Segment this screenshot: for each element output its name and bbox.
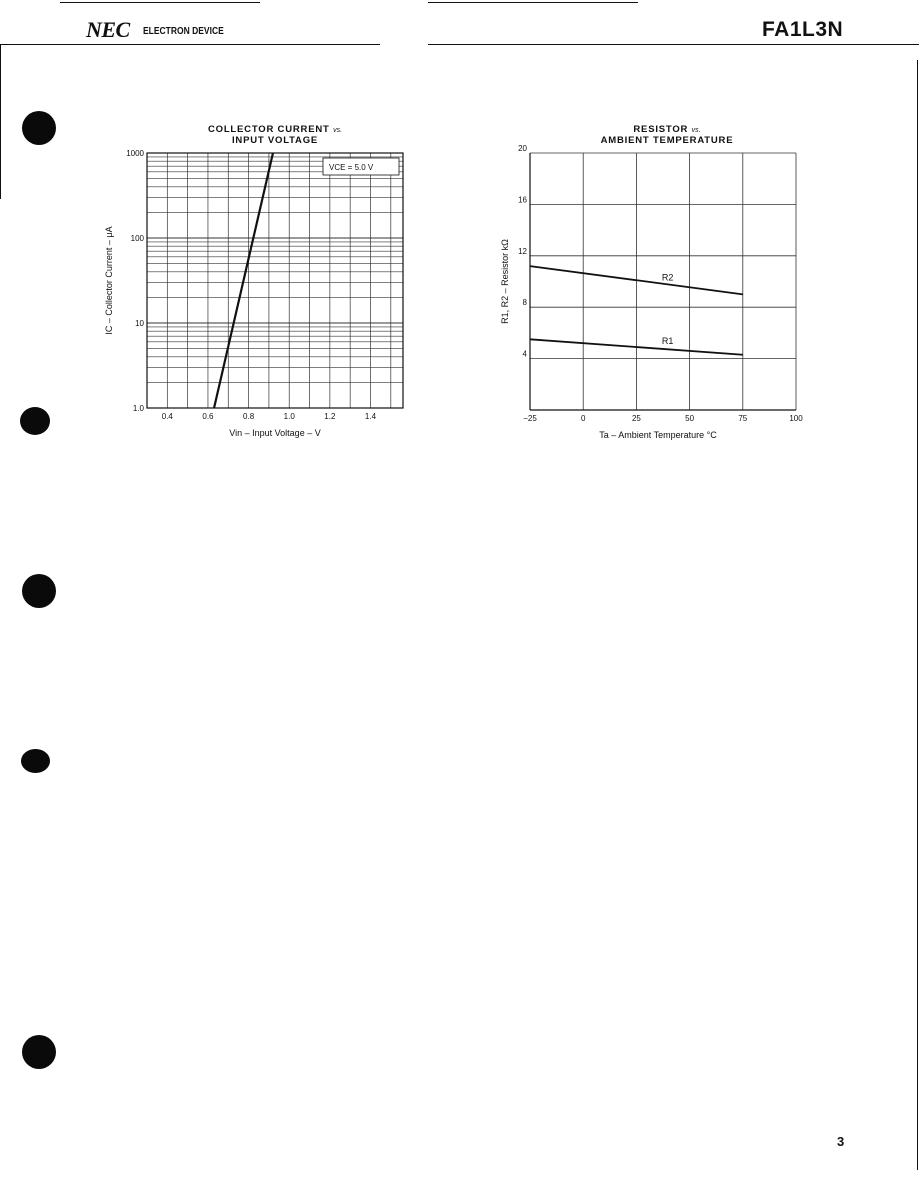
part-number: FA1L3N: [762, 18, 844, 41]
chart1-y-tick-label: 100: [130, 234, 144, 243]
chart1-x-tick-label: 1.2: [324, 412, 336, 421]
brand-subtitle: ELECTRON DEVICE: [143, 26, 224, 37]
nec-logo: NEC: [86, 17, 130, 42]
header-rule-top: [428, 2, 638, 3]
header-rule-top-left: [60, 2, 260, 3]
punch-hole-3: [22, 574, 56, 608]
chart1-series-line: [214, 153, 273, 408]
chart1-x-tick-label: 0.8: [243, 412, 255, 421]
chart2-x-tick-label: 50: [685, 414, 695, 423]
chart1-series: [214, 153, 273, 408]
chart1-x-tick-label: 1.4: [364, 412, 377, 421]
punch-hole-5: [22, 1035, 56, 1069]
chart1-title-line2: INPUT VOLTAGE: [231, 135, 319, 146]
chart1-grid: [147, 153, 403, 408]
chart1-x-axis-label: Vin – Input Voltage – V: [229, 428, 321, 438]
chart1-title-vs: vs.: [333, 127, 343, 134]
chart2-y-axis-label: R1, R2 – Resistor kΩ: [500, 239, 510, 324]
page-number: 3: [837, 1134, 845, 1149]
chart1-title: [180, 125, 370, 146]
collector-current-chart: [100, 145, 420, 450]
chart1-y-axis-label: IC – Collector Current – μA: [104, 226, 114, 335]
chart2-x-tick-label: −25: [523, 414, 537, 423]
chart2-y-tick-label: 8: [522, 298, 527, 308]
chart2-series-label-r1: R1: [661, 335, 674, 346]
chart2-title: [572, 125, 762, 146]
page-left-border: [0, 44, 1, 199]
chart1-tick-labels: [126, 149, 376, 421]
chart2-series-label-r2: R2: [661, 272, 674, 283]
chart2-y-tick-label: 20: [518, 145, 527, 153]
chart2-x-tick-label: 75: [738, 414, 748, 423]
chart2-title-line1: RESISTOR: [633, 124, 689, 135]
chart2-x-tick-label: 25: [631, 414, 641, 423]
chart2-title-vs: vs.: [691, 127, 701, 134]
chart1-x-tick-label: 1.0: [283, 412, 295, 421]
chart2-title-line2: AMBIENT TEMPERATURE: [600, 135, 734, 146]
chart1-x-tick-label: 0.4: [161, 412, 173, 421]
chart1-y-tick-label: 1000: [126, 149, 144, 158]
chart2-y-tick-label: 12: [518, 246, 527, 256]
chart1-plot-frame: [147, 153, 403, 408]
chart2-y-tick-label: 16: [518, 195, 527, 205]
resistor-temperature-chart: [490, 145, 820, 450]
chart1-annotation: VCE = 5.0 V: [329, 163, 374, 172]
chart2-x-axis-label: Ta – Ambient Temperature °C: [599, 430, 717, 440]
header-rule-left: [0, 44, 380, 45]
page-right-border: [917, 60, 918, 1170]
punch-hole-4: [21, 749, 50, 773]
chart2-y-tick-label: 4: [522, 349, 527, 359]
chart2-x-tick-label: 100: [789, 414, 803, 423]
punch-hole-1: [22, 111, 56, 145]
chart1-x-tick-label: 0.6: [202, 412, 214, 421]
chart1-y-tick-label: 1.0: [132, 404, 144, 413]
chart1-y-tick-label: 10: [135, 319, 144, 328]
header-rule-right: [428, 44, 919, 45]
punch-hole-2: [20, 407, 50, 435]
chart1-title-line1: COLLECTOR CURRENT: [207, 124, 330, 135]
chart2-x-tick-label: 0: [580, 414, 586, 423]
